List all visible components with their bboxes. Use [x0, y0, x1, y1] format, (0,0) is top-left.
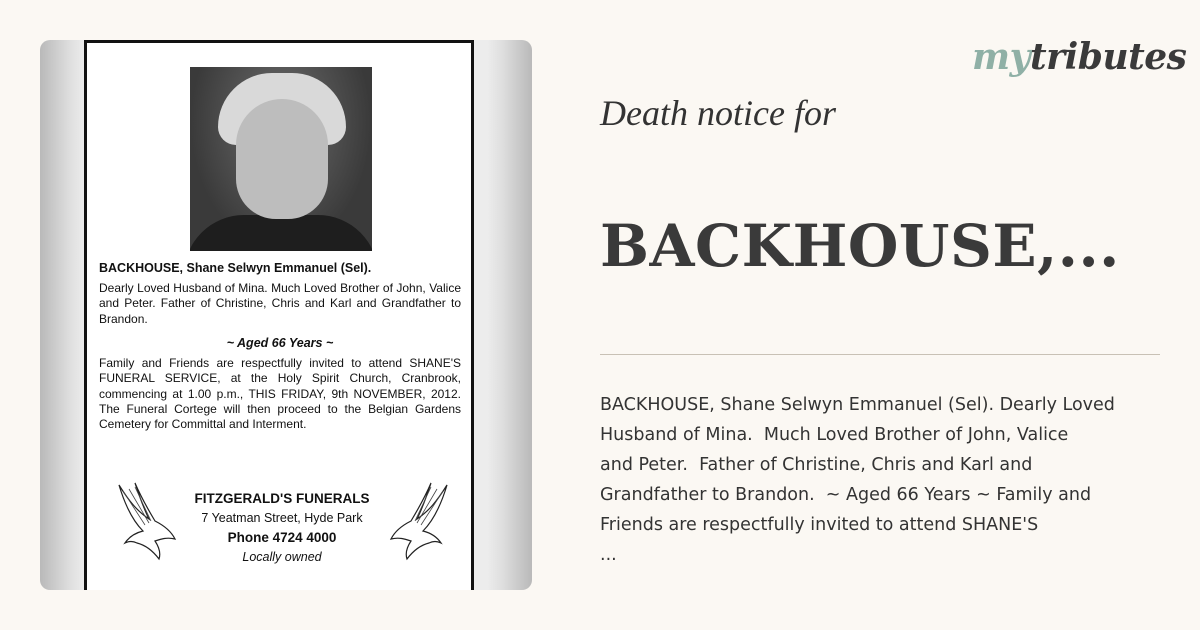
funeral-home-name: FITZGERALD'S FUNERALS [194, 491, 370, 506]
funeral-home-address: 7 Yeatman Street, Hyde Park [201, 511, 363, 525]
notice-image [40, 40, 532, 590]
notice-paragraph-service: Family and Friends are respectfully invited to attend SHANE'S FUNERAL SERVICE, at the Holy Spirit Church, Cranbrook, commencing at 1.00 p.m., THIS FRIDAY, 9th NOVEMBER, 2012. The Funeral Cortege will then proceed to the Belgian Gardens Cemetery for Committal and Interment. [99, 356, 461, 432]
summary-line: Friends are respectfully invited to attend SHANE'S [600, 515, 1039, 535]
summary-ellipsis: ... [600, 545, 617, 565]
page-heading: Death notice for [600, 93, 836, 133]
summary-line: BACKHOUSE, Shane Selwyn Emmanuel (Sel). Dearly Loved [600, 395, 1115, 415]
mytributes-logo[interactable] [972, 36, 1186, 78]
notice-paper [84, 40, 474, 590]
portrait-photo [190, 67, 372, 251]
notice-name-line: BACKHOUSE, Shane Selwyn Emmanuel (Sel). [99, 261, 372, 275]
summary-line: and Peter. Father of Christine, Chris and Karl and [600, 455, 1033, 475]
logo-suffix: tributes [1030, 36, 1187, 78]
summary-line: Husband of Mina. Much Loved Brother of John, Valice [600, 425, 1069, 445]
notice-paragraph-family: Dearly Loved Husband of Mina. Much Loved Brother of John, Valice and Peter. Father of Christine, Chris and Karl and Grandfather to Brandon. [99, 281, 461, 326]
funeral-home-owned: Locally owned [242, 550, 322, 564]
notice-aged: ~ Aged 66 Years ~ [226, 336, 334, 350]
deceased-name-title: BACKHOUSE,... [600, 212, 1120, 280]
divider [600, 354, 1160, 355]
logo-prefix: my [972, 36, 1031, 78]
funeral-home-phone: Phone 4724 4000 [227, 530, 337, 545]
notice-summary [600, 390, 1175, 570]
summary-line: Grandfather to Brandon. ~ Aged 66 Years ~ Family and [600, 485, 1092, 505]
